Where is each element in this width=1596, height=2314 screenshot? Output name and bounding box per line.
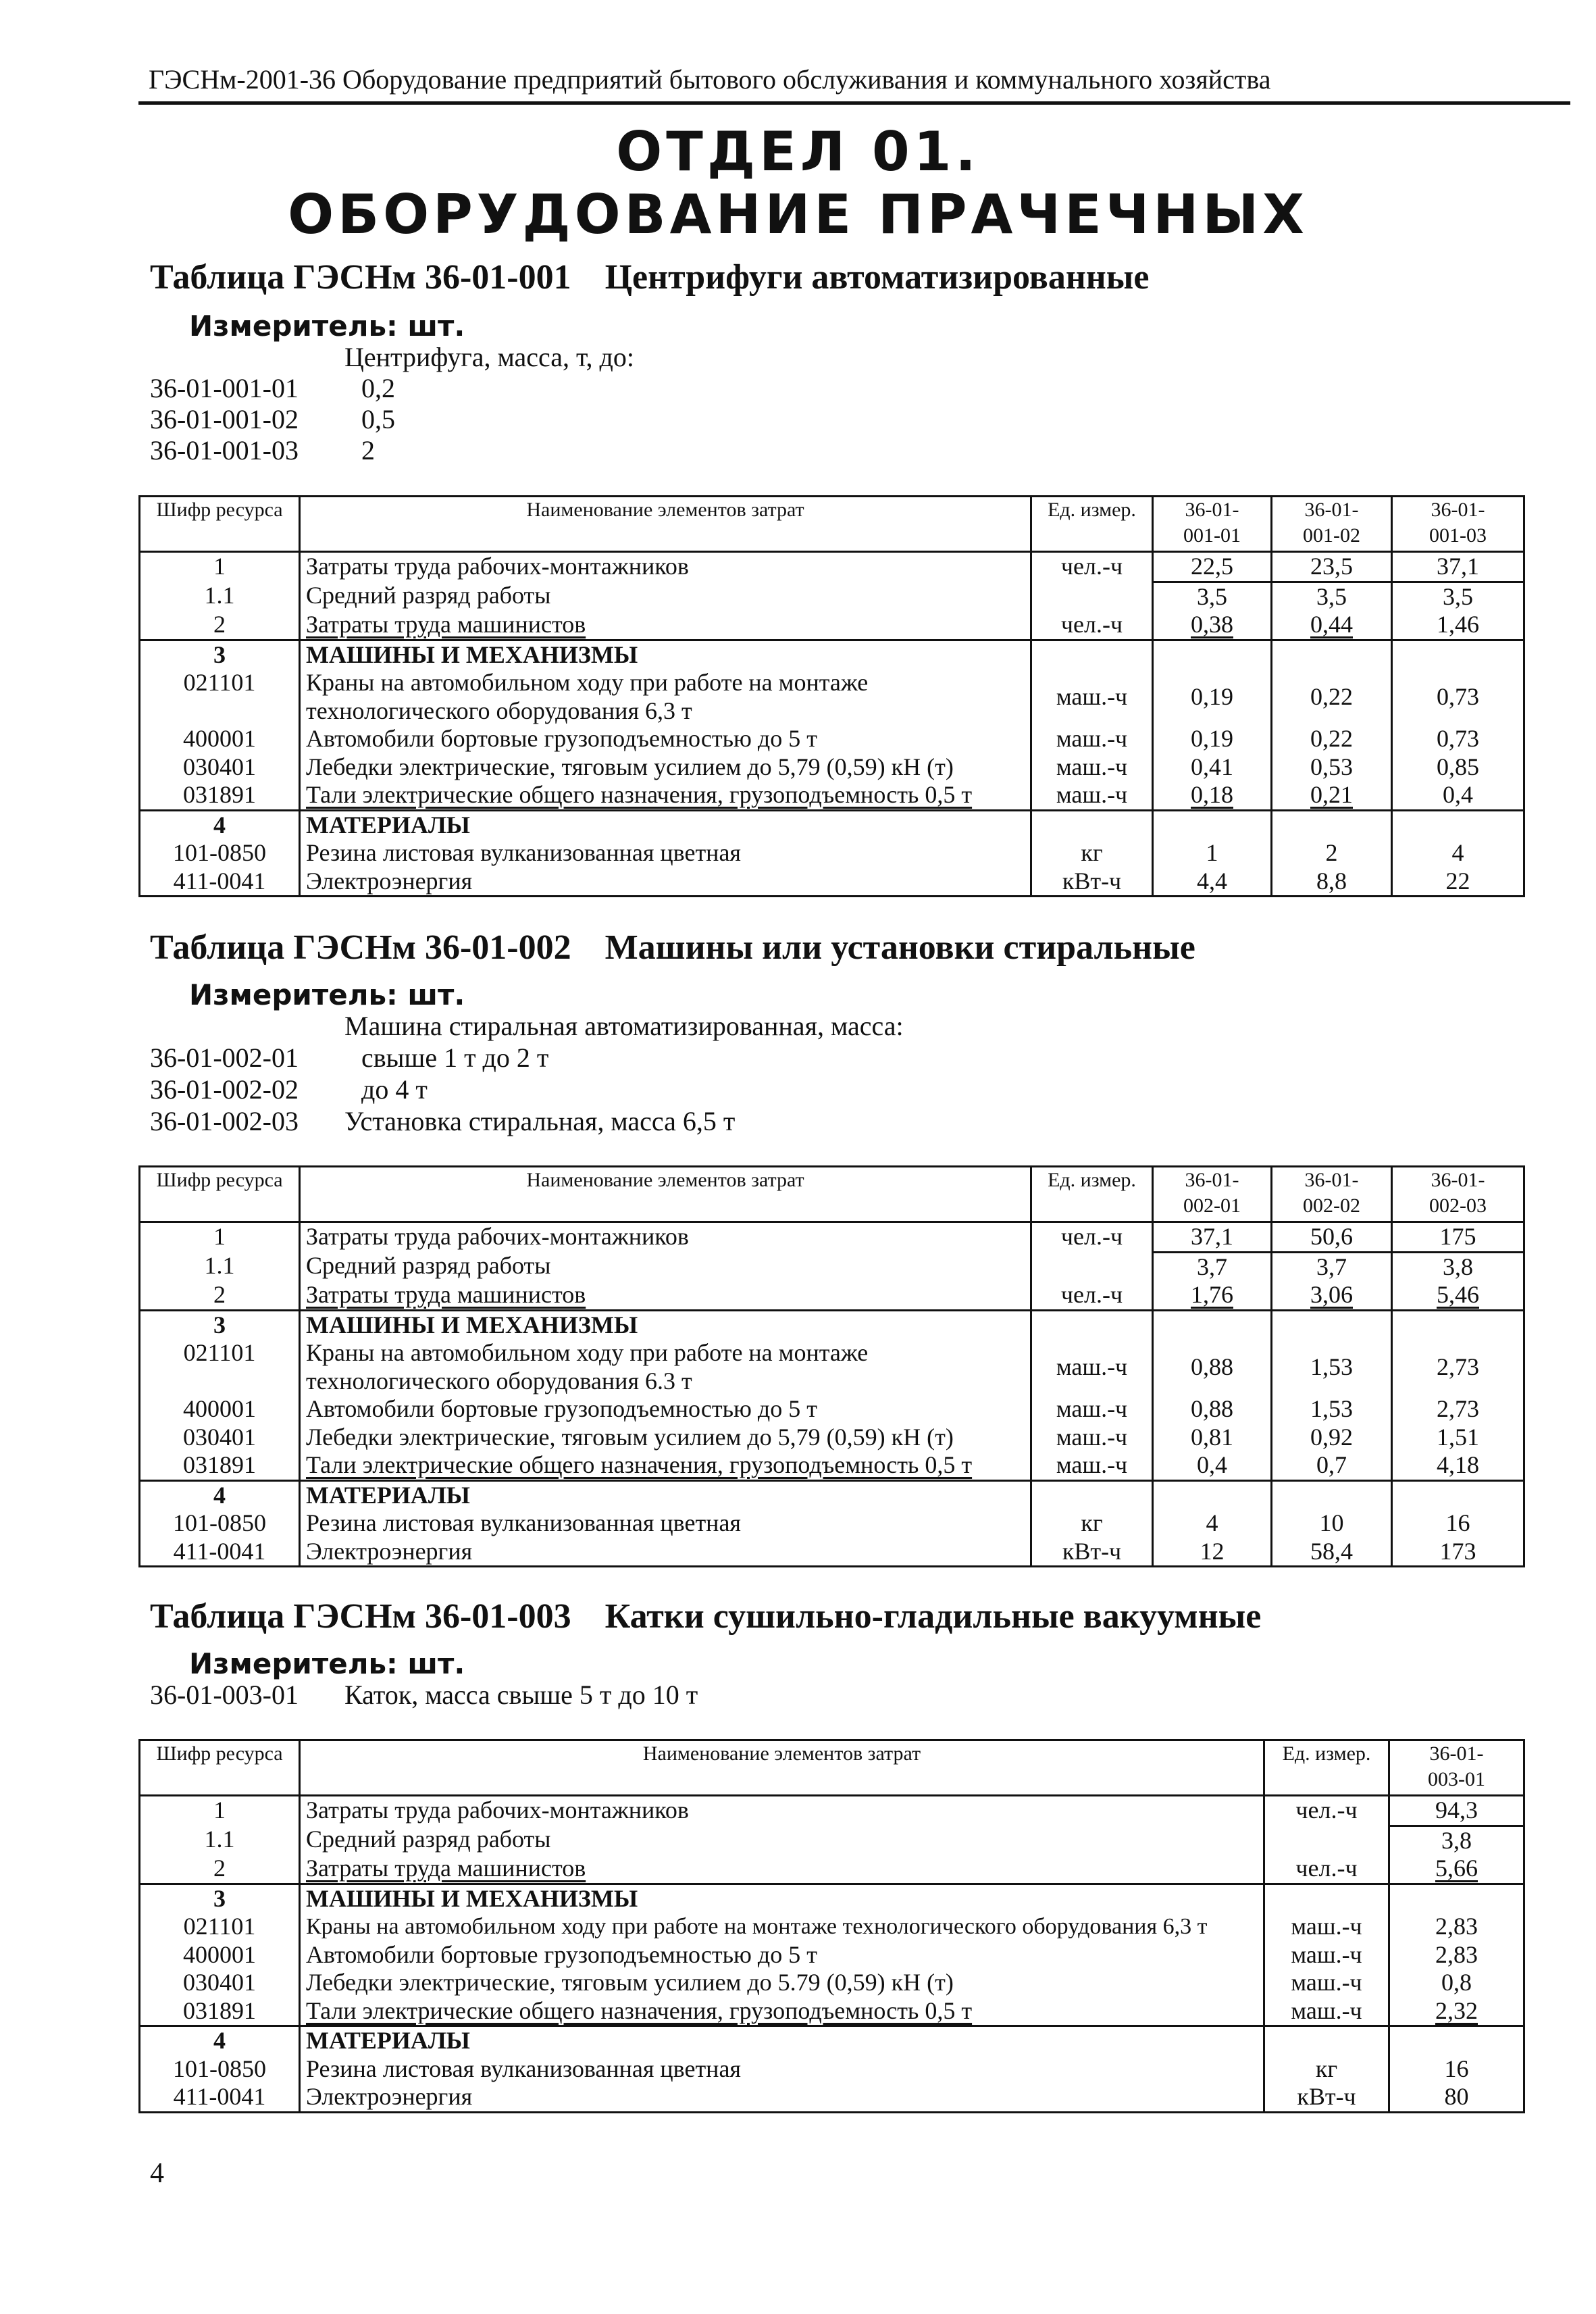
spec-desc: 0,2 — [361, 373, 395, 403]
table-title-prefix: Таблица ГЭСНм 36-01-003 — [150, 1597, 571, 1636]
measure-unit: Измеритель: шт. — [189, 1647, 465, 1680]
col-header-code: Шифр ресурса — [140, 1740, 300, 1796]
spec-desc: Каток, масса свыше 5 т до 10 т — [344, 1680, 698, 1710]
col-header-unit: Ед. измер. — [1031, 497, 1153, 552]
col-header-variant: 36-01- 002-03 — [1392, 1167, 1524, 1222]
col-header-variant: 36-01- 002-01 — [1153, 1167, 1272, 1222]
section-title-line2: ОБОРУДОВАНИЕ ПРАЧЕЧНЫХ — [288, 183, 1308, 246]
table-row-section: 3 МАШИНЫ И МЕХАНИЗМЫ — [140, 640, 1524, 669]
col-header-variant: 36-01- 001-02 — [1272, 497, 1392, 552]
table-row: 030401 Лебедки электрические, тяговым усилием до 5,79 (0,59) кН (т) маш.-ч 0,81 0,92 1,51 — [140, 1424, 1524, 1452]
col-header-variant: 36-01- 001-01 — [1153, 497, 1272, 552]
table-row: 101-0850 Резина листовая вулканизованная цветная кг 16 — [140, 2055, 1524, 2084]
header-rule — [138, 101, 1570, 105]
table-row: 411-0041 Электроэнергия кВт-ч 80 — [140, 2083, 1524, 2112]
table-title — [150, 1594, 1261, 1639]
spec-code: 36-01-001-03 — [150, 435, 299, 466]
table-row: 2 Затраты труда машинистов чел.-ч 1,76 3,06 5,46 — [140, 1281, 1524, 1310]
table-row: 400001 Автомобили бортовые грузоподъемностью до 5 т маш.-ч 0,88 1,53 2,73 — [140, 1395, 1524, 1424]
resource-table — [138, 495, 1525, 897]
spec-desc: до 4 т — [361, 1074, 428, 1105]
spec-desc: Установка стиральная, масса 6,5 т — [344, 1106, 736, 1136]
table-row: 031891 Тали электрические общего назначения, грузоподъемность 0,5 т маш.-ч 2,32 — [140, 1997, 1524, 2026]
table-row: 411-0041 Электроэнергия кВт-ч 4,4 8,8 22 — [140, 867, 1524, 897]
table-row: 2 Затраты труда машинистов чел.-ч 5,66 — [140, 1855, 1524, 1884]
table-row: 1 Затраты труда рабочих-монтажников чел.-ч 37,1 50,6 175 — [140, 1222, 1524, 1253]
table-row: 400001 Автомобили бортовые грузоподъемностью до 5 т маш.-ч 0,19 0,22 0,73 — [140, 725, 1524, 753]
spec-code: 36-01-001-02 — [150, 404, 299, 434]
table-row: 021101 Краны на автомобильном ходу при работе на монтаже технологического оборудования 6,3 т маш.-ч 2,83 — [140, 1913, 1524, 1941]
spec-desc: свыше 1 т до 2 т — [361, 1042, 549, 1073]
spec-code: 36-01-003-01 — [150, 1680, 299, 1710]
table-row: 1 Затраты труда рабочих-монтажников чел.-ч 94,3 — [140, 1796, 1524, 1826]
section-title-line1: ОТДЕЛ 01. — [616, 120, 980, 183]
table-row: 411-0041 Электроэнергия кВт-ч 12 58,4 173 — [140, 1538, 1524, 1567]
page-number: 4 — [150, 2158, 164, 2189]
table-row: 030401 Лебедки электрические, тяговым усилием до 5,79 (0,59) кН (т) маш.-ч 0,41 0,53 0,85 — [140, 753, 1524, 782]
spec-code: 36-01-002-03 — [150, 1106, 299, 1136]
col-header-variant: 36-01- 002-02 — [1272, 1167, 1392, 1222]
col-header-name: Наименование элементов затрат — [300, 1167, 1031, 1222]
table-row: 101-0850 Резина листовая вулканизованная цветная кг 1 2 4 — [140, 839, 1524, 867]
table-row: 400001 Автомобили бортовые грузоподъемностью до 5 т маш.-ч 2,83 — [140, 1941, 1524, 1969]
table-row: 101-0850 Резина листовая вулканизованная цветная кг 4 10 16 — [140, 1509, 1524, 1538]
col-header-variant: 36-01- 001-03 — [1392, 497, 1524, 552]
spec-desc: 2 — [361, 435, 375, 466]
table-row: 1.1 Средний разряд работы 3,7 3,7 3,8 — [140, 1252, 1524, 1281]
table-row: 021101 Краны на автомобильном ходу при работе на монтаже технологического оборудования 6.3 т маш.-ч 0,88 1,53 2,73 — [140, 1339, 1524, 1395]
table-row: 031891 Тали электрические общего назначения, грузоподъемность 0,5 т маш.-ч 0,4 0,7 4,18 — [140, 1451, 1524, 1480]
table-row-section: 4 МАТЕРИАЛЫ — [140, 1480, 1524, 1509]
table-row-section: 3 МАШИНЫ И МЕХАНИЗМЫ — [140, 1884, 1524, 1913]
table-title-name: Центрифуги автоматизированные — [604, 258, 1150, 297]
table-row: 1.1 Средний разряд работы 3,8 — [140, 1826, 1524, 1855]
table-title — [150, 255, 1149, 300]
table-title-prefix: Таблица ГЭСНм 36-01-001 — [150, 258, 571, 297]
spec-code: 36-01-001-01 — [150, 373, 299, 403]
resource-table — [138, 1165, 1525, 1567]
spec-code: 36-01-002-02 — [150, 1074, 299, 1105]
col-header-unit: Ед. измер. — [1031, 1167, 1153, 1222]
table-title-name: Катки сушильно-гладильные вакуумные — [604, 1597, 1262, 1636]
spec-code: 36-01-002-01 — [150, 1042, 299, 1073]
table-row: 1.1 Средний разряд работы 3,5 3,5 3,5 — [140, 582, 1524, 611]
resource-table — [138, 1739, 1525, 2113]
table-row: 030401 Лебедки электрические, тяговым усилием до 5.79 (0,59) кН (т) маш.-ч 0,8 — [140, 1969, 1524, 1997]
measure-unit: Измеритель: шт. — [189, 309, 465, 343]
col-header-code: Шифр ресурса — [140, 1167, 300, 1222]
spec-header: Машина стиральная автоматизированная, масса: — [344, 1011, 904, 1041]
col-header-variant: 36-01- 003-01 — [1389, 1740, 1524, 1796]
table-title — [150, 926, 1195, 970]
running-header: ГЭСНм-2001-36 Оборудование предприятий бытового обслуживания и коммунального хозяйства — [149, 64, 1271, 95]
table-row-section: 4 МАТЕРИАЛЫ — [140, 810, 1524, 839]
table-row: 021101 Краны на автомобильном ходу при работе на монтаже технологического оборудования 6,3 т маш.-ч 0,19 0,22 0,73 — [140, 669, 1524, 725]
spec-header: Центрифуга, масса, т, до: — [344, 342, 634, 372]
col-header-code: Шифр ресурса — [140, 497, 300, 552]
table-row: 2 Затраты труда машинистов чел.-ч 0,38 0,44 1,46 — [140, 611, 1524, 640]
spec-desc: 0,5 — [361, 404, 395, 434]
table-row-section: 4 МАТЕРИАЛЫ — [140, 2026, 1524, 2055]
col-header-unit: Ед. измер. — [1264, 1740, 1389, 1796]
measure-unit: Измеритель: шт. — [189, 978, 465, 1011]
table-title-prefix: Таблица ГЭСНм 36-01-002 — [150, 928, 571, 967]
table-title-name: Машины или установки стиральные — [604, 928, 1195, 967]
table-row-section: 3 МАШИНЫ И МЕХАНИЗМЫ — [140, 1310, 1524, 1339]
table-row: 031891 Тали электрические общего назначения, грузоподъемность 0,5 т маш.-ч 0,18 0,21 0,4 — [140, 781, 1524, 810]
col-header-name: Наименование элементов затрат — [300, 1740, 1264, 1796]
col-header-name: Наименование элементов затрат — [300, 497, 1031, 552]
table-row: 1 Затраты труда рабочих-монтажников чел.-ч 22,5 23,5 37,1 — [140, 552, 1524, 582]
